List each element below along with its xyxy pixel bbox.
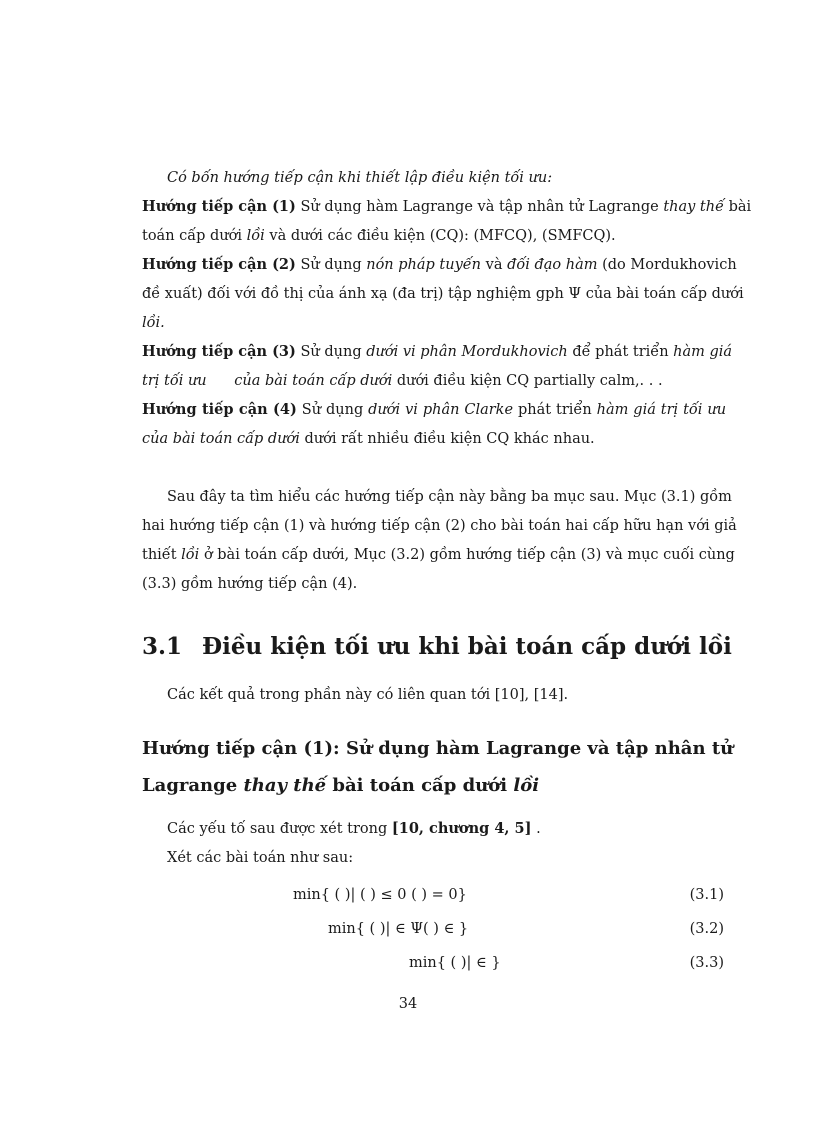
approach-3-line-2: trị tối ưu của bài toán cấp dưới dưới điều kiện CQ partially calm,. . . <box>142 373 663 389</box>
subsection-heading-line-2: Lagrange thay thế bài toán cấp dưới lồi <box>142 775 540 796</box>
equation-number-3-1: (3.1) <box>689 887 724 903</box>
equation-3-2: min{ ( )| ∈ Ψ( ) ∈ } <box>328 921 469 937</box>
approach-2-line-3: lồi. <box>142 315 165 331</box>
paragraph-line-3: thiết lồi ở bài toán cấp dưới, Mục (3.2) gồm hướng tiếp cận (3) và mục cuối cùng <box>142 547 735 563</box>
paragraph-line-2: hai hướng tiếp cận (1) và hướng tiếp cận (2) cho bài toán hai cấp hữu hạn với giả <box>142 518 737 534</box>
section-number: 3.1 <box>142 633 183 660</box>
equation-number-3-3: (3.3) <box>689 955 724 971</box>
paragraph-line-1: Sau đây ta tìm hiểu các hướng tiếp cận này bằng ba mục sau. Mục (3.1) gồm <box>167 489 732 505</box>
page-number: 34 <box>398 996 418 1012</box>
approach-4-line-1: Hướng tiếp cận (4) Sử dụng dưới vi phân Clarke phát triển hàm giá trị tối ưu <box>142 401 727 418</box>
intro-line: Có bốn hướng tiếp cận khi thiết lập điều kiện tối ưu: <box>167 170 553 186</box>
approach-2-line-2: đề xuất) đối với đồ thị của ánh xạ (đa trị) tập nghiệm gph Ψ của bài toán cấp dưới <box>142 286 744 302</box>
factors-line: Các yếu tố sau được xét trong [10, chương 4, 5] . <box>167 820 541 837</box>
equation-3-1: min{ ( )| ( ) ≤ 0 ( ) = 0} <box>293 887 467 903</box>
subsection-heading-line-1: Hướng tiếp cận (1): Sử dụng hàm Lagrange và tập nhân tử <box>142 738 734 759</box>
approach-1-line-1: Hướng tiếp cận (1) Sử dụng hàm Lagrange và tập nhân tử Lagrange thay thế bài <box>142 198 752 215</box>
approach-2-line-1: Hướng tiếp cận (2) Sử dụng nón pháp tuyến và đối đạo hàm (do Mordukhovich <box>142 256 737 273</box>
equation-number-3-2: (3.2) <box>689 921 724 937</box>
paragraph-line-4: (3.3) gồm hướng tiếp cận (4). <box>142 576 358 592</box>
approach-1-line-2: toán cấp dưới lồi và dưới các điều kiện (CQ): (MFCQ), (SMFCQ). <box>142 228 616 244</box>
approach-4-line-2: của bài toán cấp dưới dưới rất nhiều điều kiện CQ khác nhau. <box>142 431 595 447</box>
section-title: Điều kiện tối ưu khi bài toán cấp dưới lồi <box>202 633 732 660</box>
section-heading <box>142 632 742 662</box>
equation-3-3: min{ ( )| ∈ } <box>409 955 501 971</box>
approach-3-line-1: Hướng tiếp cận (3) Sử dụng dưới vi phân Mordukhovich để phát triển hàm giá <box>142 343 733 360</box>
consider-line: Xét các bài toán như sau: <box>167 850 354 866</box>
section-note: Các kết quả trong phần này có liên quan tới [10], [14]. <box>167 687 569 703</box>
